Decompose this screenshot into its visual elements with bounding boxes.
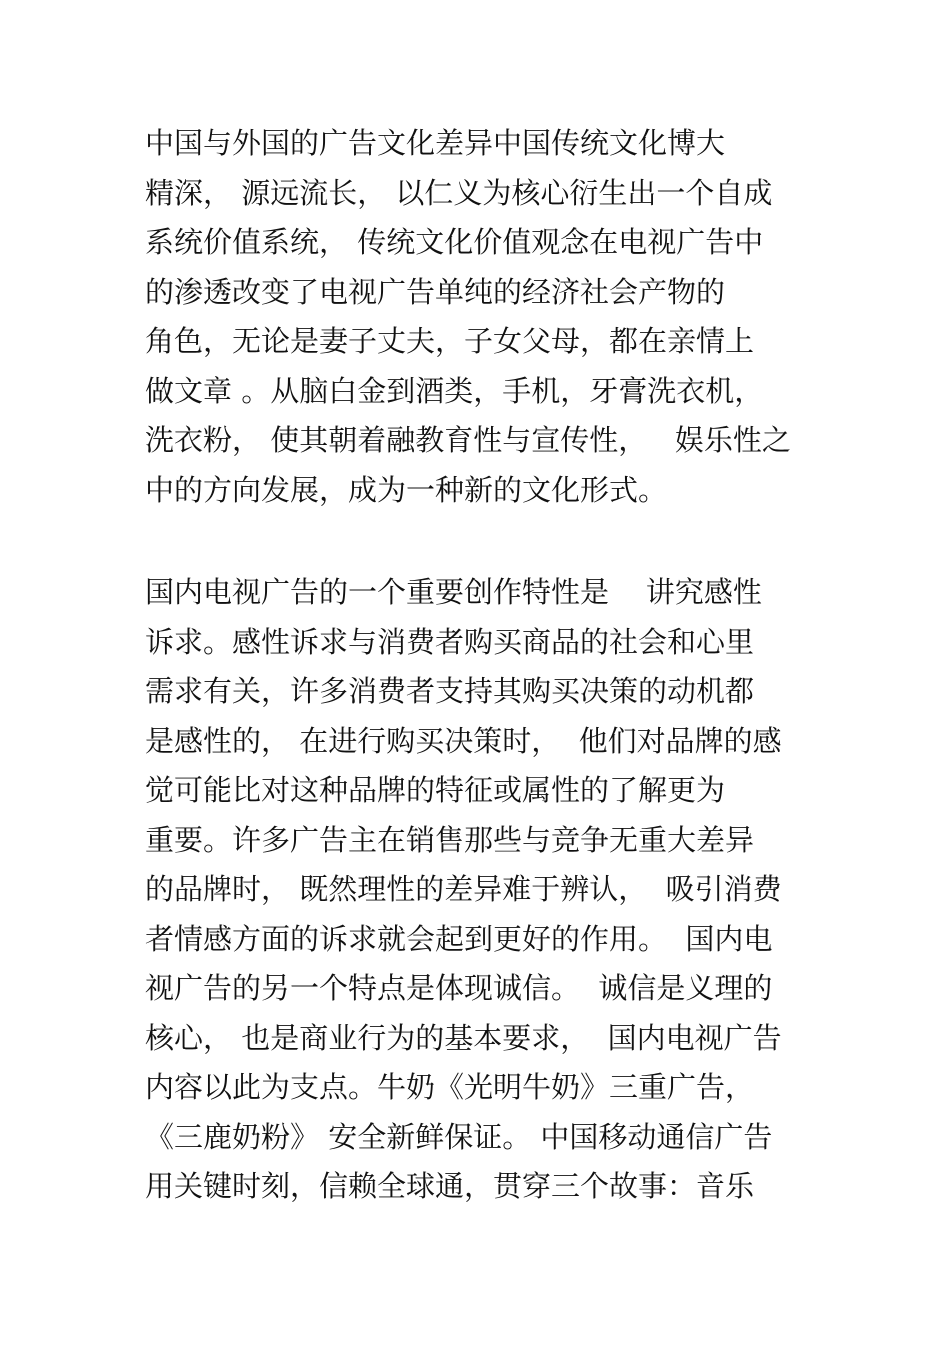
text-line: 需求有关，许多消费者支持其购买决策的动机都: [145, 674, 755, 708]
text-line: 核心， 也是商业行为的基本要求， 国内电视广告: [145, 1020, 782, 1055]
text-line: 诉求。感性诉求与消费者购买商品的社会和心里: [145, 624, 755, 659]
text-line: 洗衣粉， 使其朝着融教育性与宣传性， 娱乐性之: [145, 423, 791, 457]
text-line: 重要。许多广告主在销售那些与竞争无重大差异: [145, 822, 755, 857]
text-line: 觉可能比对这种品牌的特征或属性的了解更为: [145, 773, 726, 807]
text-line: 系统价值系统， 传统文化价值观念在电视广告中: [145, 225, 764, 259]
paragraph-1: [145, 119, 805, 515]
text-line: 的品牌时， 既然理性的差异难于辨认， 吸引消费: [145, 872, 782, 906]
text-line: 的渗透改变了电视广告单纯的经济社会产物的: [145, 274, 726, 309]
text-line: 用关键时刻，信赖全球通，贯穿三个故事：音乐: [145, 1169, 755, 1203]
text-line: 做文章 。从脑白金到酒类，手机，牙膏洗衣机，: [145, 373, 764, 408]
text-line: 内容以此为支点。牛奶《光明牛奶》三重广告，: [145, 1070, 755, 1104]
text-line: 精深， 源远流长， 以仁义为核心衍生出一个自成: [145, 175, 773, 210]
text-line: 角色，无论是妻子丈夫，子女父母，都在亲情上: [145, 324, 755, 358]
paragraph-2: [145, 568, 805, 1212]
text-line: 国内电视广告的一个重要创作特性是 讲究感性: [145, 575, 762, 609]
text-line: 是感性的， 在进行购买决策时， 他们对品牌的感: [145, 723, 782, 758]
text-line: 《三鹿奶粉》 安全新鲜保证。 中国移动通信广告: [145, 1119, 773, 1154]
text-line: 中国与外国的广告文化差异中国传统文化博大: [145, 126, 726, 160]
text-line: 者情感方面的诉求就会起到更好的作用。 国内电: [145, 921, 773, 956]
text-line: 中的方向发展，成为一种新的文化形式。: [145, 472, 668, 507]
text-line: 视广告的另一个特点是体现诚信。 诚信是义理的: [145, 971, 773, 1005]
